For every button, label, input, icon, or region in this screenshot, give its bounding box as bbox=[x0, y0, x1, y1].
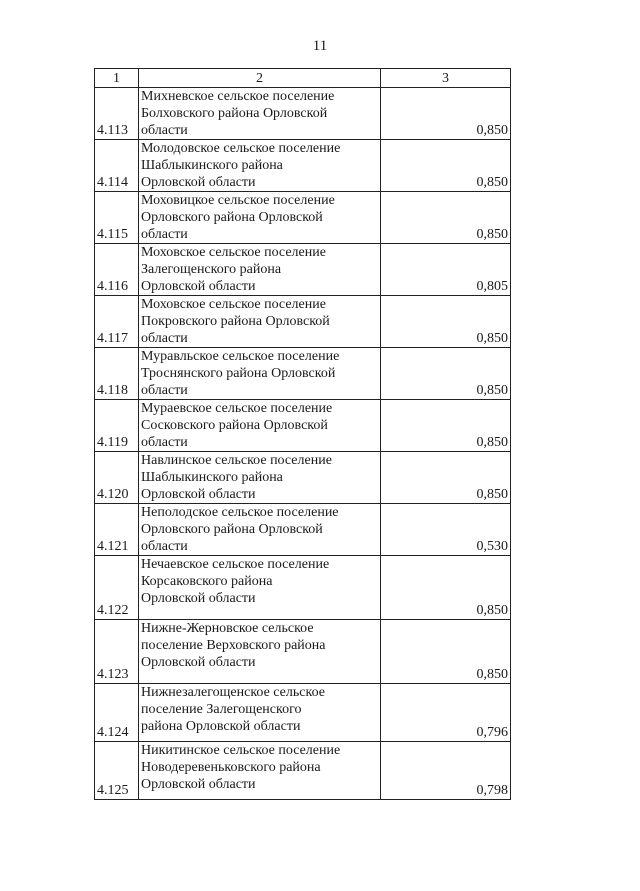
settlement-name bbox=[139, 452, 381, 504]
settlement-name bbox=[139, 742, 381, 800]
settlement-name bbox=[139, 556, 381, 620]
settlement-name-line: области bbox=[141, 383, 188, 398]
table-header-row bbox=[95, 69, 511, 88]
coefficient-value: 0,850 bbox=[381, 192, 511, 244]
settlement-name-line: Орловской области bbox=[141, 487, 256, 502]
settlement-name bbox=[139, 684, 381, 742]
page-number: 11 bbox=[312, 38, 328, 54]
settlement-name-line: Моховское сельское поселение bbox=[141, 297, 326, 312]
settlement-name bbox=[139, 140, 381, 192]
settlement-name-line: Молодовское сельское поселение bbox=[141, 141, 341, 156]
table-row bbox=[95, 556, 511, 620]
settlement-name-line: Орловской области bbox=[141, 279, 256, 294]
column-header-2: 2 bbox=[139, 69, 381, 88]
settlement-name-line: Новодеревеньковского района bbox=[141, 760, 321, 775]
table-row bbox=[95, 620, 511, 684]
settlement-name-line: Моховицкое сельское поселение bbox=[141, 193, 335, 208]
coefficient-value: 0,850 bbox=[381, 88, 511, 140]
coefficient-value: 0,798 bbox=[381, 742, 511, 800]
table-row bbox=[95, 684, 511, 742]
table-row bbox=[95, 140, 511, 192]
settlement-name bbox=[139, 620, 381, 684]
coefficient-value: 0,850 bbox=[381, 452, 511, 504]
coefficient-value: 0,850 bbox=[381, 400, 511, 452]
settlement-name-line: Неполодское сельское поселение bbox=[141, 505, 339, 520]
settlement-name-line: поселение Верховского района bbox=[141, 638, 326, 653]
settlement-name-line: Нечаевское сельское поселение bbox=[141, 557, 330, 572]
settlement-name-line: Орловского района Орловской bbox=[141, 210, 323, 225]
settlement-name bbox=[139, 348, 381, 400]
coefficient-value: 0,850 bbox=[381, 556, 511, 620]
settlement-name-line: поселение Залегощенского bbox=[141, 702, 302, 717]
coefficient-value: 0,530 bbox=[381, 504, 511, 556]
table-row bbox=[95, 400, 511, 452]
settlement-name-line: области bbox=[141, 123, 188, 138]
row-number: 4.124 bbox=[95, 684, 139, 742]
table-row bbox=[95, 192, 511, 244]
settlement-name bbox=[139, 88, 381, 140]
settlement-name-line: Мураевское сельское поселение bbox=[141, 401, 333, 416]
settlement-name bbox=[139, 400, 381, 452]
settlement-name-line: Нижне-Жерновское сельское bbox=[141, 621, 314, 636]
settlement-name-line: Покровского района Орловской bbox=[141, 314, 330, 329]
row-number: 4.114 bbox=[95, 140, 139, 192]
table-row bbox=[95, 504, 511, 556]
settlement-name-line: Шаблыкинского района bbox=[141, 158, 283, 173]
coefficient-value: 0,805 bbox=[381, 244, 511, 296]
row-number: 4.121 bbox=[95, 504, 139, 556]
table-row bbox=[95, 244, 511, 296]
settlement-name-line: Орловской области bbox=[141, 777, 256, 792]
settlement-name bbox=[139, 244, 381, 296]
row-number: 4.118 bbox=[95, 348, 139, 400]
row-number: 4.116 bbox=[95, 244, 139, 296]
settlement-name-line: Орловской области bbox=[141, 655, 256, 670]
settlement-name-line: Орловской области bbox=[141, 591, 256, 606]
settlement-name-line: Залегощенского района bbox=[141, 262, 282, 277]
row-number: 4.115 bbox=[95, 192, 139, 244]
row-number: 4.117 bbox=[95, 296, 139, 348]
settlement-name-line: Орловского района Орловской bbox=[141, 522, 323, 537]
table-row bbox=[95, 452, 511, 504]
settlement-name-line: района Орловской области bbox=[141, 719, 301, 734]
row-number: 4.119 bbox=[95, 400, 139, 452]
settlement-name-line: Корсаковского района bbox=[141, 574, 273, 589]
row-number: 4.113 bbox=[95, 88, 139, 140]
column-header-1: 1 bbox=[95, 69, 139, 88]
settlement-name bbox=[139, 296, 381, 348]
table-row bbox=[95, 348, 511, 400]
table-row bbox=[95, 742, 511, 800]
settlement-name-line: Троснянского района Орловской bbox=[141, 366, 336, 381]
coefficient-value: 0,850 bbox=[381, 140, 511, 192]
settlement-name-line: Михневское сельское поселение bbox=[141, 89, 335, 104]
column-header-3: 3 bbox=[381, 69, 511, 88]
settlement-name-line: области bbox=[141, 331, 188, 346]
settlement-name bbox=[139, 504, 381, 556]
settlement-name-line: Навлинское сельское поселение bbox=[141, 453, 332, 468]
settlement-name-line: Нижнезалегощенское сельское bbox=[141, 685, 325, 700]
settlement-name-line: Моховское сельское поселение bbox=[141, 245, 326, 260]
settlement-name-line: Никитинское сельское поселение bbox=[141, 743, 341, 758]
row-number: 4.125 bbox=[95, 742, 139, 800]
coefficient-value: 0,850 bbox=[381, 296, 511, 348]
coefficient-value: 0,796 bbox=[381, 684, 511, 742]
coefficient-value: 0,850 bbox=[381, 348, 511, 400]
settlement-name-line: Болховского района Орловской bbox=[141, 106, 328, 121]
settlement-name-line: области bbox=[141, 435, 188, 450]
settlement-name bbox=[139, 192, 381, 244]
table-row bbox=[95, 296, 511, 348]
settlement-name-line: Шаблыкинского района bbox=[141, 470, 283, 485]
settlement-name-line: Сосковского района Орловской bbox=[141, 418, 328, 433]
settlements-table bbox=[94, 68, 511, 800]
coefficient-value: 0,850 bbox=[381, 620, 511, 684]
settlement-name-line: области bbox=[141, 539, 188, 554]
table-row bbox=[95, 88, 511, 140]
settlement-name-line: области bbox=[141, 227, 188, 242]
settlement-name-line: Орловской области bbox=[141, 175, 256, 190]
row-number: 4.122 bbox=[95, 556, 139, 620]
row-number: 4.123 bbox=[95, 620, 139, 684]
row-number: 4.120 bbox=[95, 452, 139, 504]
settlement-name-line: Муравльское сельское поселение bbox=[141, 349, 340, 364]
